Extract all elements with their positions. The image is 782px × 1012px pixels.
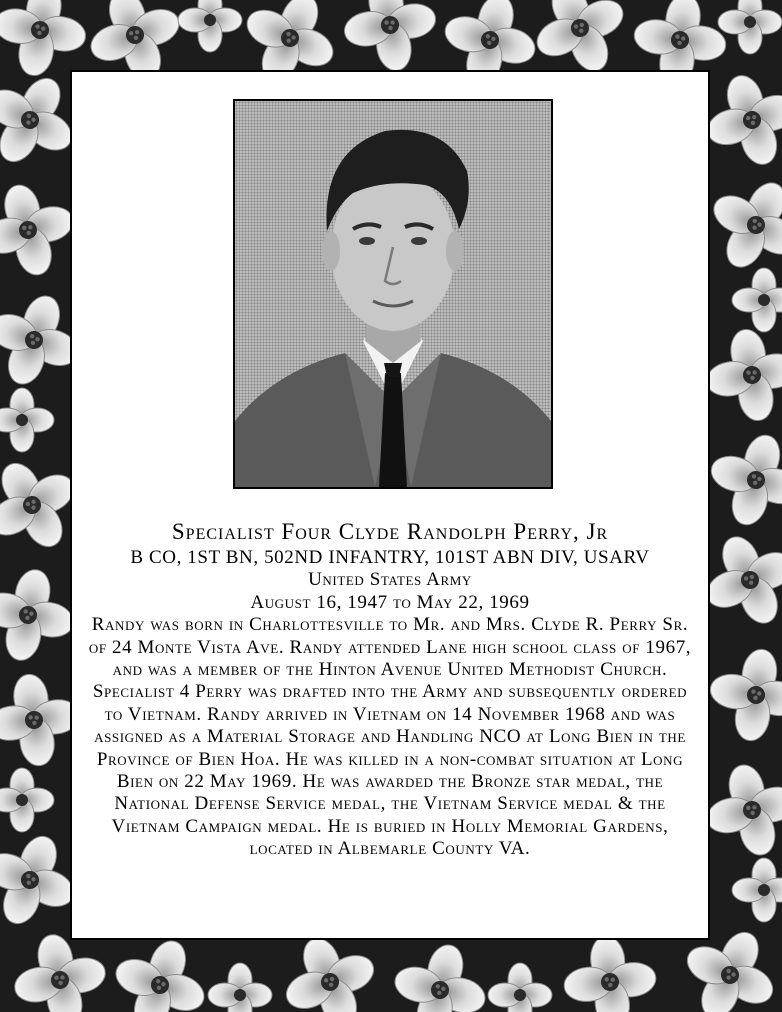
portrait-illustration: [235, 101, 551, 487]
soldier-name: Specialist Four Clyde Randolph Perry, Jr: [171, 519, 609, 544]
branch-line: United States Army: [308, 569, 472, 591]
unit-line: B CO, 1ST BN, 502ND INFANTRY, 101ST ABN DIV, USARV: [130, 547, 650, 568]
dates-line: August 16, 1947 to May 22, 1969: [250, 591, 530, 613]
memorial-panel: [70, 70, 710, 940]
memorial-text: [80, 518, 700, 861]
biography-text: Randy was born in Charlottesville to Mr. and Mrs. Clyde R. Perry Sr. of 24 Monte Vista Ave. Randy attended Lane high school class of 1967, and was a member of the Hinton Avenue United Methodist Church. Specialist 4 Perry was drafted into the Army and subsequently ordered to Vietnam. Randy arrived in Vietnam on 14 November 1968 and was assigned as a Material Storage and Handling NCO at Long Bien in the Province of Bien Hoa. He was killed in a non-combat situation at Long Bien on 22 May 1969. He was awarded the Bronze star medal, the National Defense Service medal, the Vietnam Service medal & the Vietnam Campaign medal. He is buried in Holly Memorial Gardens, located in Albemarle County VA.: [88, 614, 692, 860]
portrait-photo: [233, 99, 553, 489]
